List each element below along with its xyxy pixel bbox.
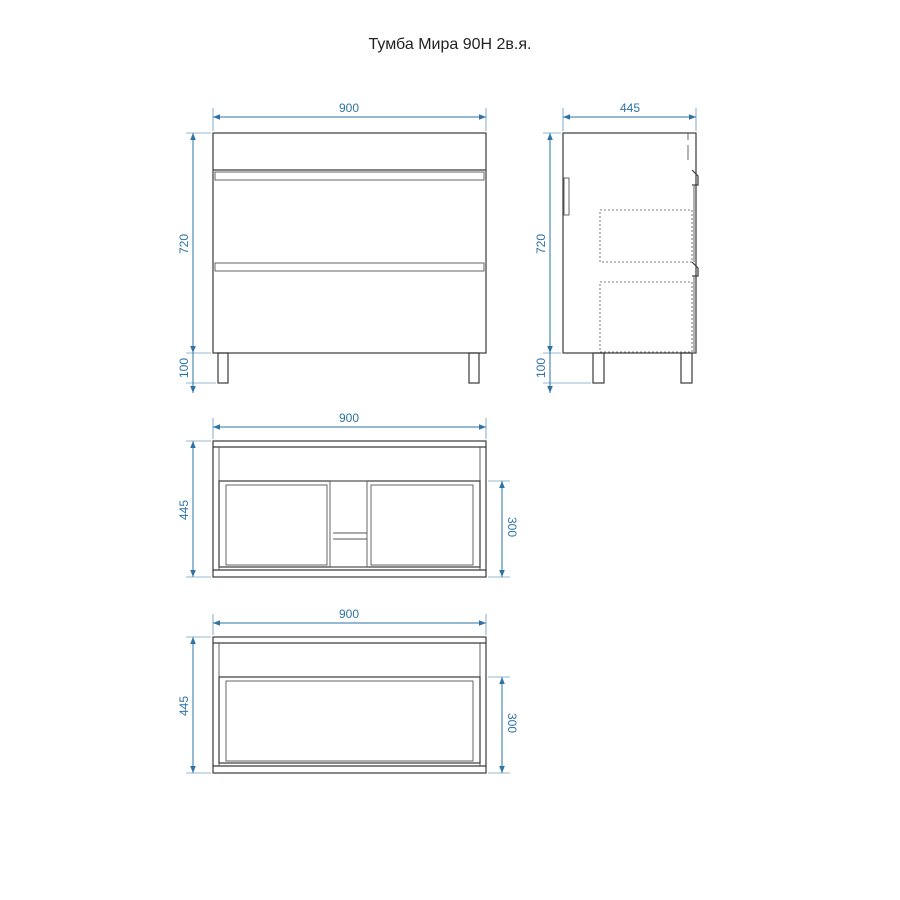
side-body <box>563 133 696 353</box>
leg-left <box>218 353 228 383</box>
siphon-cutout <box>330 481 367 567</box>
width-dimension: 900 <box>338 101 360 115</box>
drawer-compartment-left <box>226 485 327 565</box>
drawer-front-top <box>692 170 698 185</box>
leg-height-dimension: 100 <box>177 357 191 379</box>
top2-width-dimension: 900 <box>338 607 360 621</box>
leg-front <box>681 353 692 383</box>
side-height-dimension: 720 <box>534 233 548 255</box>
top1-width-dimension: 900 <box>338 411 360 425</box>
top2-drawer-depth-dimension: 300 <box>505 712 519 734</box>
top1-depth-dimension: 445 <box>177 499 191 521</box>
top-view-lower-drawer <box>177 607 519 773</box>
top2-depth-dimension: 445 <box>177 695 191 717</box>
leg-back <box>593 353 604 383</box>
side-leg-height-dimension: 100 <box>534 357 548 379</box>
top-view-outline <box>213 637 486 773</box>
drawer-compartment-right <box>371 485 473 565</box>
depth-dimension: 445 <box>619 101 641 115</box>
drawing-title: Тумба Мира 90Н 2в.я. <box>368 36 532 53</box>
hidden-drawer-bottom <box>600 282 692 352</box>
top-view-outline <box>213 441 486 577</box>
drawer-handle-top <box>215 172 484 180</box>
top1-drawer-depth-dimension: 300 <box>505 516 519 538</box>
cabinet-body <box>213 133 486 353</box>
leg-right <box>469 353 479 383</box>
drawer-box-outline <box>219 677 480 763</box>
drawer-box-outline <box>219 481 480 567</box>
front-view <box>177 101 486 393</box>
drawer-handle-bottom <box>215 263 484 271</box>
top-view-upper-drawer <box>177 411 519 577</box>
drawer-compartment <box>226 681 473 761</box>
back-bracket <box>564 178 569 215</box>
hidden-drawer-top <box>600 210 692 262</box>
side-view <box>534 101 698 393</box>
height-dimension: 720 <box>177 233 191 255</box>
drawer-front-bottom <box>692 262 698 276</box>
